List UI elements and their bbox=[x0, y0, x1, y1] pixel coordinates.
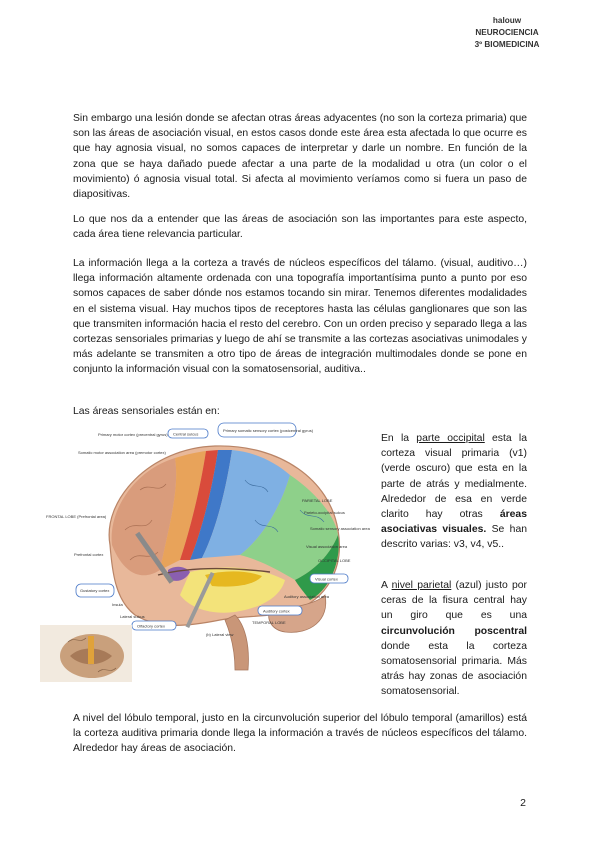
svg-text:Olfactory cortex: Olfactory cortex bbox=[137, 623, 166, 629]
figure-label-frontal-lobe bbox=[46, 514, 107, 519]
svg-text:Auditory association area: Auditory association area bbox=[284, 594, 329, 599]
svg-text:Gustatory cortex: Gustatory cortex bbox=[80, 588, 110, 593]
header-course: 3º BIOMEDICINA bbox=[474, 40, 540, 49]
paragraph-association-areas: Lo que nos da a entender que las áreas de asociación son las importantes para este aspecto, cada área tiene relevancia particular. bbox=[73, 214, 527, 241]
figure-label-lateral-sulcus bbox=[120, 614, 145, 619]
figure-label-central-sulcus bbox=[168, 429, 208, 438]
svg-text:Visual cortex: Visual cortex bbox=[315, 576, 338, 582]
svg-text:FRONTAL LOBE (Prefrontal area): FRONTAL LOBE (Prefrontal area) bbox=[46, 514, 107, 519]
svg-text:Primary motor cortex (precentr: Primary motor cortex (precentral gyrus) bbox=[98, 432, 168, 437]
svg-text:PARIETAL LOBE: PARIETAL LOBE bbox=[302, 498, 333, 503]
figure-label-insula bbox=[112, 602, 123, 607]
figure-label-parieto-occipital bbox=[304, 510, 345, 515]
svg-text:Insula: Insula bbox=[112, 602, 123, 607]
figure-label-visual-cortex bbox=[310, 574, 348, 583]
paragraph-sensory-areas-intro: Las áreas sensoriales están en: bbox=[73, 406, 220, 417]
svg-text:Lateral sulcus: Lateral sulcus bbox=[120, 614, 145, 619]
text-span: A bbox=[381, 580, 392, 591]
figure-label-somatic-sensory-assoc bbox=[310, 526, 371, 531]
figure-caption bbox=[206, 632, 233, 637]
svg-text:OCCIPITAL LOBE: OCCIPITAL LOBE bbox=[318, 558, 351, 563]
page-number: 2 bbox=[520, 797, 526, 809]
underlined-term: parte occipital bbox=[416, 433, 485, 444]
figure-label-occipital-lobe bbox=[318, 558, 351, 563]
paragraph-agnosia: Sin embargo una lesión donde se afectan otras áreas adyacentes (no son la corteza primaria) que son las áreas de asociación visual, en estos casos donde este área esta afectada lo que ocurre es que hay agnosia visual, no somos capaces de interpretar y darle un nombre. En función de la zona que se haya dañado puede afectar a una parte de la modalidad u otra (un color o el movimiento) ó agnosia visual total. Si afecta al movimiento veríamos como si fuera un paso de diapositivas. bbox=[73, 113, 527, 201]
figure-label-prefrontal bbox=[74, 552, 103, 557]
figure-label-primary-motor bbox=[98, 432, 168, 437]
text-span: Se han descrito varias: v3, v4, v5.. bbox=[381, 524, 527, 551]
svg-text:Prefrontal cortex: Prefrontal cortex bbox=[74, 552, 104, 557]
header-subject: NEUROCIENCIA bbox=[475, 28, 539, 37]
figure-label-parietal-lobe bbox=[302, 498, 333, 503]
inset-brain-image bbox=[40, 625, 132, 682]
brain-illustration bbox=[40, 420, 370, 682]
svg-text:TEMPORAL LOBE: TEMPORAL LOBE bbox=[252, 620, 286, 625]
figure-label-auditory-assoc bbox=[284, 594, 330, 599]
paragraph-temporal: A nivel del lóbulo temporal, justo en la circunvolución superior del lóbulo temporal (amarillos) está la corteza auditiva primaria donde llega la información a través de núcleos específicos del tálamo. Alrededor hay áreas de asociación. bbox=[73, 713, 527, 755]
underlined-term: nivel parietal bbox=[391, 580, 452, 591]
text-span: esta la corteza visual primaria (v1) (verde oscuro) que esta en la parte de atrás y medialmente. Alrededor de esa en verde clarito hay otras bbox=[381, 433, 527, 521]
svg-text:Central sulcus: Central sulcus bbox=[173, 431, 199, 437]
svg-text:Somatic motor association area: Somatic motor association area (premotor cortex) bbox=[78, 450, 166, 455]
svg-text:Visual association area: Visual association area bbox=[306, 544, 348, 549]
svg-text:Auditory cortex: Auditory cortex bbox=[263, 608, 290, 614]
svg-text:Parieto-occipital sulcus: Parieto-occipital sulcus bbox=[304, 510, 345, 515]
figure-label-temporal-lobe bbox=[252, 620, 286, 625]
paragraph-thalamus: La información llega a la corteza a través de núcleos específicos del tálamo. (visual, auditivo…) llega información altamente ordenada con una topografía importantísima punto a punto por eso somos capaces de saber dónde nos estamos tocando sin mirar. Tenemos diferentes modalidades en el sistema visual. Hay muchos tipos de receptores hasta las células ganglionares que son las que transmiten información hacia el resto del cerebro. Con un orden preciso y separado llega a las cortezas sensoriales primarias y luego de ahí se transmite a las cortezas asociativas unimodales y más adelante se transmiten a otro tipo de áreas de integración multimodales donde se pone en conjunto la información visual con la somatosensorial, auditiva.. bbox=[73, 258, 527, 376]
bold-term: circunvolución poscentral bbox=[381, 625, 527, 637]
figure-label-somatic-sensory bbox=[218, 423, 314, 437]
figure-label-olfactory bbox=[132, 621, 176, 630]
figure-label-gustatory bbox=[76, 584, 114, 597]
text-span: En la bbox=[381, 433, 417, 444]
figure-label-visual-assoc bbox=[306, 544, 348, 549]
page-header bbox=[442, 15, 572, 51]
svg-text:(b) Lateral view: (b) Lateral view bbox=[206, 632, 234, 637]
figure-label-somatic-motor-assoc bbox=[78, 450, 166, 455]
header-author: halouw bbox=[492, 16, 522, 25]
paragraph-parietal bbox=[381, 578, 527, 700]
bold-term: áreas asociativas visuales. bbox=[381, 509, 527, 536]
paragraph-occipital bbox=[381, 431, 527, 553]
svg-text:Somatic sensory association ar: Somatic sensory association area bbox=[310, 526, 370, 531]
brain-lateral-view-figure bbox=[40, 420, 370, 682]
text-span: donde esta la corteza somatosensorial primaria. Más atrás hay zonas de asociación somatosensorial. bbox=[381, 640, 527, 698]
svg-text:Primary somatic sensory cortex: Primary somatic sensory cortex (postcentral gyrus) bbox=[223, 428, 314, 433]
text-span: (azul) justo por ceras de la fisura central hay un giro que es una bbox=[381, 580, 527, 622]
figure-label-auditory-cortex bbox=[258, 606, 302, 615]
